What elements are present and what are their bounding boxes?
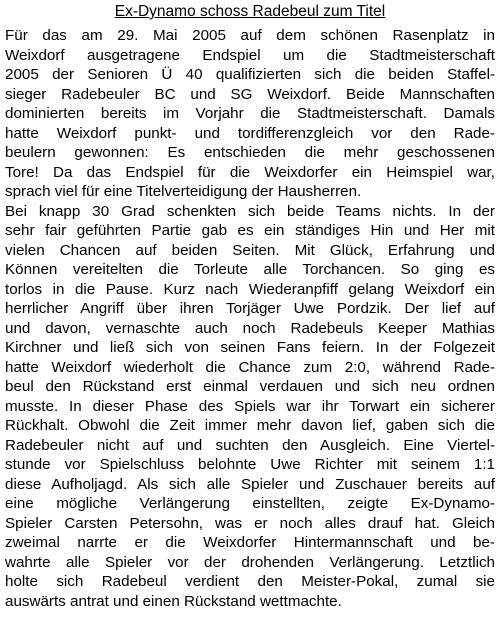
text-line: torlos in die Pause. Kurz nach Wiederanpfiff gelang Weixdorf ein: [5, 280, 495, 298]
text-line: 2005 der Senioren Ü 40 qualifizierten sich die beiden Staffel-: [5, 66, 495, 83]
text-line: Bei knapp 30 Grad schenkten sich beide Teams nichts. In der: [5, 202, 495, 220]
text-line: sehr fair geführten Partie gab es ein ständiges Hin und Her mit: [5, 222, 495, 239]
text-line: eine mögliche Verlängerung einstellten, zeigte Ex-Dynamo-: [5, 495, 495, 512]
text-line: dominierten bereits im Vorjahr die Stadtmeisterschaft. Damals: [5, 105, 495, 122]
text-line: Rückhalt. Obwohl die Zeit immer mehr davon lief, gaben sich die: [5, 417, 495, 434]
text-line: Für das am 29. Mai 2005 auf dem schönen Rasenplatz in: [5, 27, 495, 44]
text-line: holte sich Radebeul verdient den Meister-Pokal, zumal sie: [5, 573, 495, 590]
text-line: Tore! Da das Endspiel für die Weixdorfer ein Heimspiel war,: [5, 163, 495, 181]
text-line: Radebeuler nicht auf und suchten den Ausgleich. Eine Viertel-: [5, 436, 495, 454]
text-line: vielen Chancen auf beiden Seiten. Mit Glück, Erfahrung und: [5, 241, 495, 259]
text-line: diese Aufholjagd. Als sich alle Spieler und Zuschauer bereits auf: [5, 475, 495, 493]
text-line: wahrte alle Spieler vor der drohenden Verlängerung. Letztlich: [5, 553, 495, 571]
text-line: musste. In dieser Phase des Spiels war ihr Torwart ein sicherer: [5, 397, 495, 415]
text-line: beulern gewonnen: Es entschieden die mehr geschossenen: [5, 144, 495, 161]
text-line: Weixdorf ausgetragene Endspiel um die Stadtmeisterschaft: [5, 46, 495, 64]
article-paragraph: [5, 202, 495, 612]
article-body: [5, 26, 495, 611]
article-title: Ex-Dynamo schoss Radebeul zum Titel: [114, 3, 386, 20]
article-paragraph: [5, 26, 495, 202]
text-line: zweimal narrte er die Weixdorfer Hintermannschaft und be-: [5, 534, 495, 551]
text-line: stunde vor Spielschluss belohnte Uwe Richter mit seinem 1:1: [5, 456, 495, 473]
text-line: Können vereitelten die Torleute alle Torchancen. So ging es: [5, 261, 495, 278]
text-line: Spieler Carsten Petersohn, was er noch alles drauf hat. Gleich: [5, 514, 495, 532]
text-line: hatte Weixdorf punkt- und tordifferenzgleich vor den Rade-: [5, 124, 495, 142]
text-line: sieger Radebeuler BC und SG Weixdorf. Beide Mannschaften: [5, 85, 495, 103]
text-line: sprach viel für eine Titelverteidigung der Hausherren.: [5, 183, 362, 200]
text-line: beul den Rückstand erst einmal verdauen und sich neu ordnen: [5, 378, 495, 395]
text-line: hatte Weixdorf wiederholt die Chance zum 2:0, während Rade-: [5, 358, 495, 376]
text-line: herrlicher Angriff über ihren Torjäger Uwe Pordzik. Der lief auf: [5, 300, 495, 317]
text-line: Kirchner und ließ sich von seinen Fans feiern. In der Folgezeit: [5, 339, 495, 356]
text-line: auswärts antrat und einen Rückstand wettmachte.: [5, 592, 342, 610]
text-line: und davon, vernaschte auch noch Radebeuls Keeper Mathias: [5, 319, 495, 337]
